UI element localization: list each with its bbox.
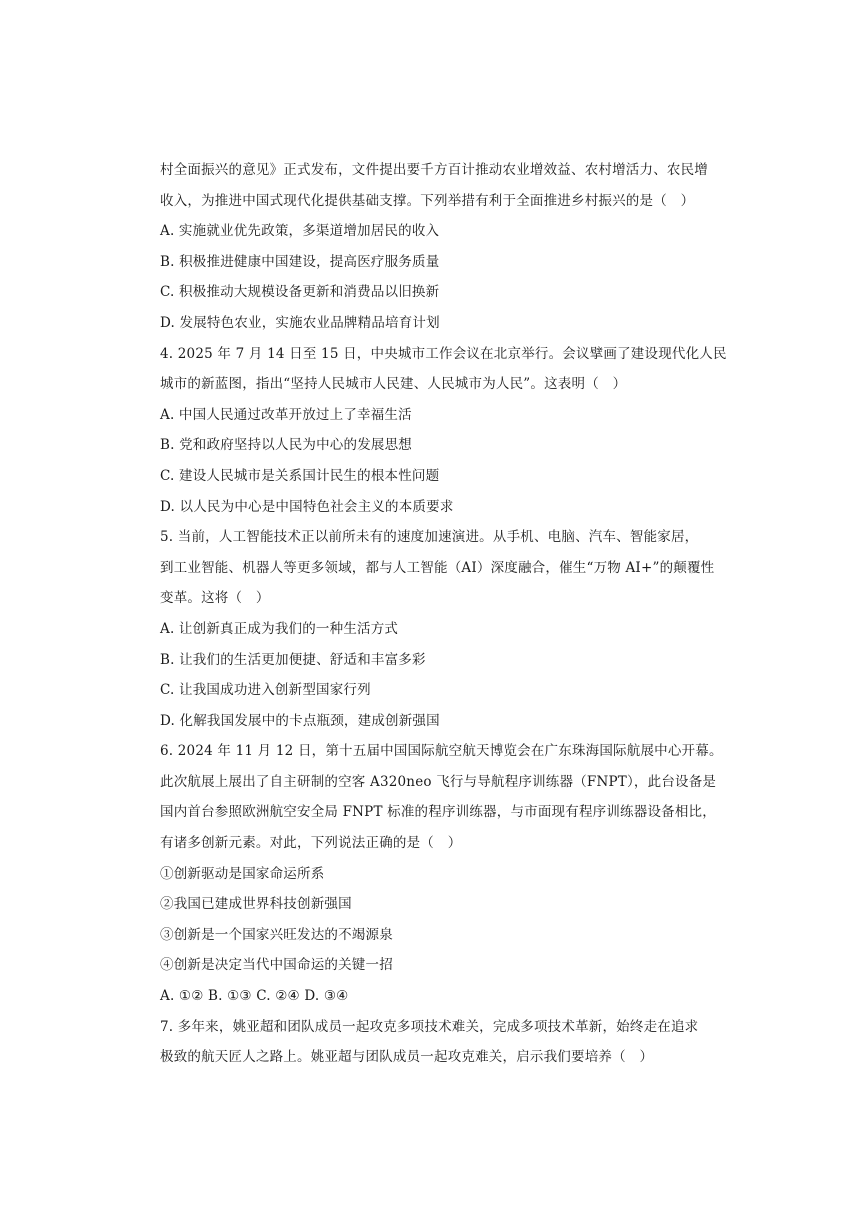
option-b-q5: B. 让我们的生活更加便捷、舒适和丰富多彩 [160, 651, 426, 668]
text-line: 村全面振兴的意见》正式发布，文件提出要千方百计推动农业增效益、农村增活力、农民增 [160, 162, 708, 178]
statement-3: ③创新是一个国家兴旺发达的不竭源泉 [160, 926, 393, 943]
statement-2: ②我国已建成世界科技创新强国 [160, 896, 352, 913]
options-q6: A. ①② B. ①③ C. ②④ D. ③④ [160, 988, 349, 1005]
text-line: 变革。这将（ ） [160, 590, 270, 607]
option-b-q4: B. 党和政府坚持以人民为中心的发展思想 [160, 437, 413, 454]
text-line: 到工业智能、机器人等更多领域，都与人工智能（AI）深度融合，催生“万物 AI+”的颠覆性 [160, 559, 715, 576]
option-d-q3: D. 发展特色农业，实施农业品牌精品培育计划 [160, 314, 440, 331]
text-line: 城市的新蓝图，指出“坚持人民城市人民建、人民城市为人民”。这表明（ ） [160, 376, 627, 393]
text-line: 有诸多创新元素。对此，下列说法正确的是（ ） [160, 835, 462, 852]
option-a-q3: A. 实施就业优先政策，多渠道增加居民的收入 [160, 223, 440, 240]
option-a-q4: A. 中国人民通过改革开放过上了幸福生活 [160, 406, 412, 423]
option-c-q3: C. 积极推动大规模设备更新和消费品以旧换新 [160, 284, 440, 301]
option-a-q5: A. 让创新真正成为我们的一种生活方式 [160, 620, 399, 637]
statement-1: ①创新驱动是国家命运所系 [160, 865, 325, 882]
option-b-q3: B. 积极推进健康中国建设，提高医疗服务质量 [160, 253, 440, 270]
question-7: 7. 多年来，姚亚超和团队成员一起攻克多项技术难关，完成多项技术革新，始终走在追求 [160, 1018, 699, 1035]
exam-content [160, 155, 727, 1073]
option-d-q5: D. 化解我国发展中的卡点瓶颈，建成创新强国 [160, 712, 440, 729]
question-6: 6. 2024 年 11 月 12 日，第十五届中国国际航空航天博览会在广东珠海国际航展中心开幕。 [160, 743, 723, 760]
option-d-q4: D. 以人民为中心是中国特色社会主义的本质要求 [160, 498, 454, 515]
question-5: 5. 当前，人工智能技术正以前所未有的速度加速演进。从手机、电脑、汽车、智能家居， [160, 529, 699, 546]
text-line: 极致的航天匠人之路上。姚亚超与团队成员一起攻克难关，启示我们要培养（ ） [160, 1049, 654, 1066]
option-c-q5: C. 让我国成功进入创新型国家行列 [160, 682, 371, 699]
text-line: 此次航展上展出了自主研制的空客 A320neo 飞行与导航程序训练器（FNPT），此台设备是 [160, 773, 717, 790]
statement-4: ④创新是决定当代中国命运的关键一招 [160, 957, 393, 974]
option-c-q4: C. 建设人民城市是关系国计民生的根本性问题 [160, 467, 440, 484]
text-line: 国内首台参照欧洲航空安全局 FNPT 标准的程序训练器，与市面现有程序训练器设备相比， [160, 804, 716, 821]
text-line: 收入，为推进中国式现代化提供基础支撑。下列举措有利于全面推进乡村振兴的是（ ） [160, 192, 695, 209]
question-4: 4. 2025 年 7 月 14 日至 15 日，中央城市工作会议在北京举行。会议擘画了建设现代化人民 [160, 345, 727, 362]
